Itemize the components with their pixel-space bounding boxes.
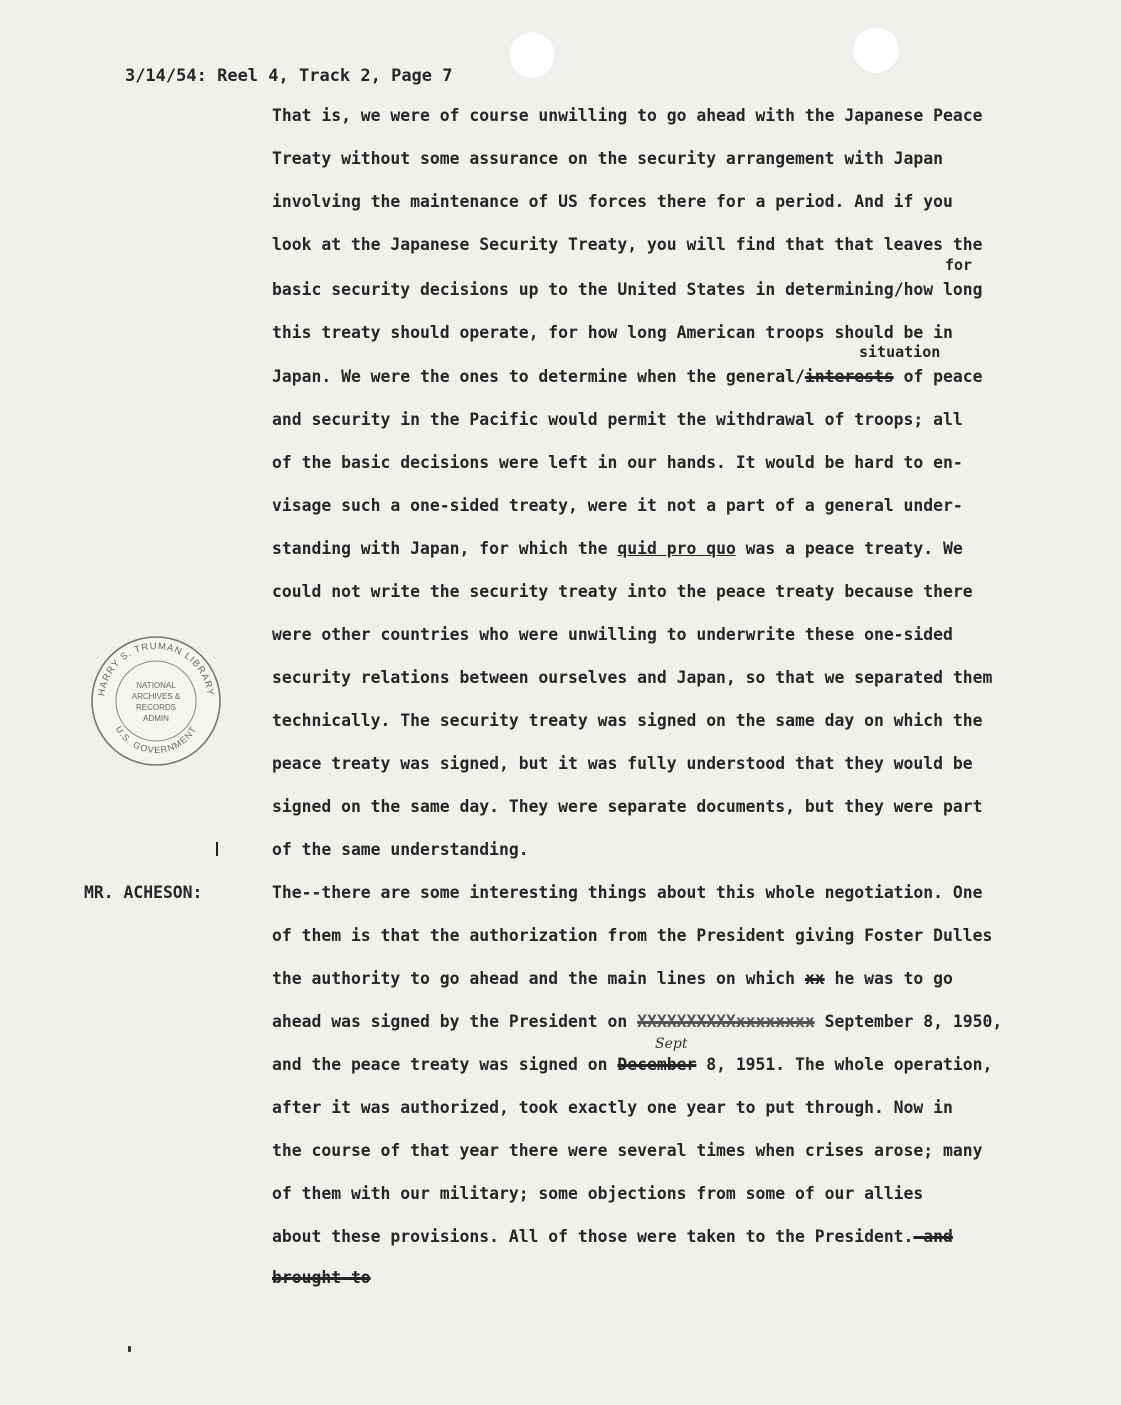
body-line-5: basic security decisions up to the United States in determining/how long: [272, 280, 983, 299]
body2-line-4: [272, 1012, 1002, 1031]
body2-line-1: The--there are some interesting things about this whole negotiation. One: [272, 883, 983, 902]
stamp-inner-3: RECORDS: [135, 703, 177, 712]
archives-stamp: [88, 633, 224, 769]
body2-line-6: after it was authorized, took exactly one year to put through. Now in: [272, 1098, 953, 1117]
body-line-12: could not write the security treaty into the peace treaty because there: [272, 582, 973, 601]
struck-word-interests: interests: [804, 367, 894, 386]
archives-stamp-graphic: [88, 633, 224, 769]
ink-speck: [128, 1346, 131, 1352]
body2-line-3-part3: he was to go: [824, 969, 953, 988]
stamp-inner-4: ADMIN: [143, 714, 169, 723]
body2-line-3: [272, 969, 953, 988]
handwritten-sept: Sept: [655, 1036, 688, 1052]
body-line-10: visage such a one-sided treaty, were it not a part of a general under-: [272, 496, 963, 515]
body2-line-9-part1: about these provisions. All of those were taken to the President.: [272, 1227, 914, 1246]
body-line-5-part1: basic security decisions up to the United States in determining: [272, 280, 894, 299]
struck-brought-to-text: brought to: [272, 1268, 371, 1287]
body-line-9: of the basic decisions were left in our hands. It would be hard to en-: [272, 453, 963, 472]
body-line-15: technically. The security treaty was signed on the same day on which the: [272, 711, 983, 730]
body2-line-9: [272, 1227, 953, 1246]
speaker-label: MR. ACHESON:: [84, 883, 203, 902]
stamp-inner-2: ARCHIVES &: [131, 692, 181, 701]
body-line-17: signed on the same day. They were separate documents, but they were part: [272, 797, 983, 816]
body2-line-5-part1: and the peace treaty was signed on: [272, 1055, 618, 1074]
body2-line-3-part1: the authority to go ahead and the main lines on which: [272, 969, 805, 988]
body2-line-2: of them is that the authorization from the President giving Foster Dulles: [272, 926, 993, 945]
struck-and: and: [913, 1227, 953, 1246]
body-line-14: security relations between ourselves and Japan, so that we separated them: [272, 668, 993, 687]
struck-december: December: [617, 1055, 697, 1074]
body2-line-4-part1: ahead was signed by the President on: [272, 1012, 638, 1031]
body2-line-8: of them with our military; some objections from some of our allies: [272, 1184, 924, 1203]
body-line-11-part3: was a peace treaty. We: [735, 539, 963, 558]
body-line-7: Japan. We were the ones to determine when the general/interests of peace: [272, 367, 983, 386]
struck-brought-to: [272, 1268, 371, 1287]
stamp-ring-top: HARRY S. TRUMAN LIBRARY: [96, 640, 216, 697]
body-line-13: were other countries who were unwilling to underwrite these one-sided: [272, 625, 953, 644]
punch-hole-left: [508, 31, 556, 79]
punch-hole-right: [852, 26, 900, 74]
body-line-4: look at the Japanese Security Treaty, you will find that that leaves the: [272, 235, 983, 254]
body-line-3: involving the maintenance of US forces there for a period. And if you: [272, 192, 953, 211]
body2-line-5-part3: 8, 1951. The whole operation,: [696, 1055, 993, 1074]
body-line-5-part2: how long: [903, 280, 983, 299]
header-reel-track-page: Reel 4, Track 2, Page 7: [217, 66, 453, 86]
body2-line-7: the course of that year there were several times when crises arose; many: [272, 1141, 983, 1160]
body-line-6: this treaty should operate, for how long American troops should be in: [272, 323, 953, 342]
struck-xx: xx: [804, 969, 825, 988]
stamp-ring-bottom: U.S. GOVERNMENT: [113, 724, 199, 756]
stamp-inner-1: NATIONAL: [136, 681, 176, 690]
body-line-18: of the same understanding.: [272, 840, 529, 859]
body-line-1: That is, we were of course unwilling to go ahead with the Japanese Peace: [272, 106, 983, 125]
body-line-8: and security in the Pacific would permit the withdrawal of troops; all: [272, 410, 963, 429]
body-line-16: peace treaty was signed, but it was fully understood that they would be: [272, 754, 973, 773]
body-line-11: [272, 539, 963, 558]
body-line-2: Treaty without some assurance on the security arrangement with Japan: [272, 149, 944, 168]
body-line-7-part3: of peace: [903, 367, 983, 386]
body-line-7-part1: Japan. We were the ones to determine when the general: [272, 367, 796, 386]
interlineation-for: for: [945, 256, 973, 274]
header-date: 3/14/54:: [124, 66, 207, 86]
header: [84, 46, 453, 106]
body-line-11-part1: standing with Japan, for which the: [272, 539, 618, 558]
quid-pro-quo: quid pro quo: [617, 539, 736, 558]
body2-line-4-part3: September 8, 1950,: [814, 1012, 1003, 1031]
margin-mark: [216, 842, 218, 856]
interlineation-situation: situation: [859, 343, 941, 361]
struck-date-text: XXXXXXXXXXxxxxxxxx: [637, 1012, 815, 1031]
body2-line-5: [272, 1055, 992, 1074]
